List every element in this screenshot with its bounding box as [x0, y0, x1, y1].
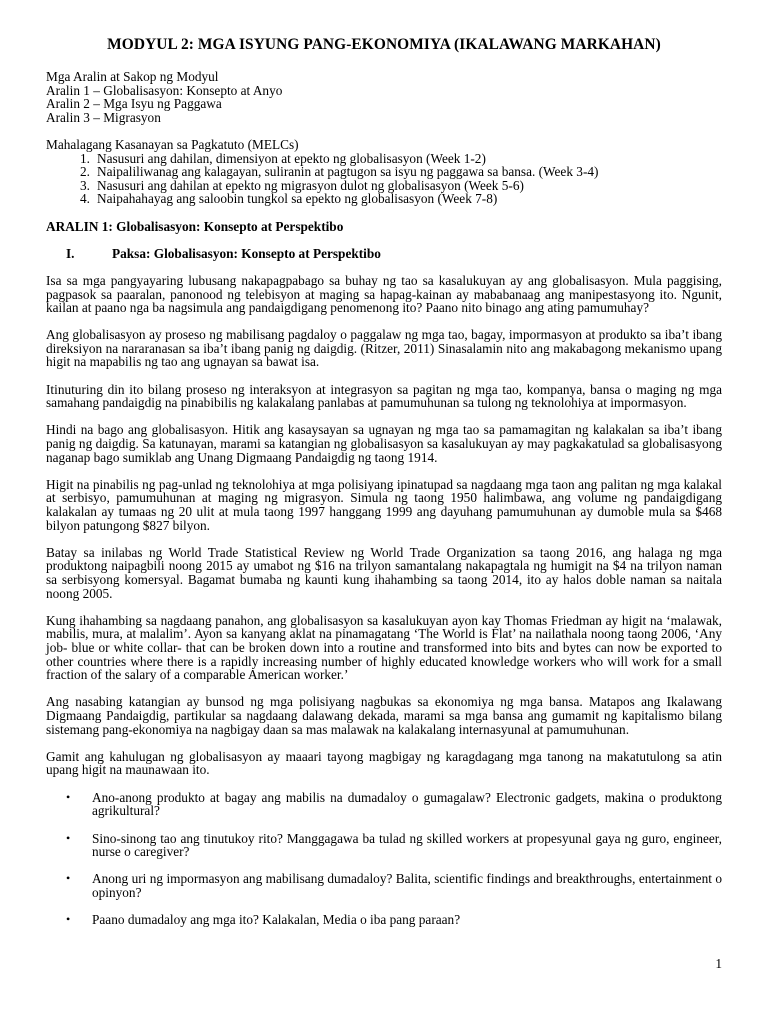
body-paragraph: Isa sa mga pangyayaring lubusang nakapagpabago sa buhay ng tao sa kasalukuyan ay ang globalisasyon. Mula paggising, pagpasok sa paaralan, panonood ng telebisyon at maging sa hapag-kainan ay mababanaag ang manipestasyong ito. Ngunit, kailan at paano nga ba nagsimula ang pandaigdigang penomenong ito? Paano nito binago ang ating pamumuhay?: [46, 272, 722, 316]
melcs-section: [46, 138, 722, 206]
body-paragraph: Gamit ang kahulugan ng globalisasyon ay maaari tayong magbigay ng karagdagang mga tanong na makatutulong sa atin upang higit na maunawaan ito.: [46, 748, 722, 778]
list-number: 2.: [80, 164, 90, 180]
topic-text: Paksa: Globalisasyon: Konsepto at Perspektibo: [112, 245, 381, 261]
lesson-heading: ARALIN 1: Globalisasyon: Konsepto at Perspektibo: [46, 218, 344, 234]
list-text: Nasusuri ang dahilan, dimensiyon at epekto ng globalisasyon (Week 1-2): [97, 150, 486, 166]
list-number: 1.: [80, 150, 90, 166]
page-number: 1: [715, 956, 722, 971]
list-text: Anong uri ng impormasyon ang mabilisang dumadaloy? Balita, scientific findings and breakthroughs, entertainment o opinyon?: [92, 871, 722, 901]
list-item: [46, 872, 722, 899]
list-item: [46, 791, 722, 818]
lesson-item: Aralin 2 – Mga Isyu ng Paggawa: [46, 96, 222, 112]
body-paragraph: Kung ihahambing sa nagdaang panahon, ang globalisasyon sa kasalukuyan ayon kay Thomas Friedman ay higit na ‘malawak, mabilis, mura, at malalim’. Ayon sa kanyang aklat na pinamagatang ‘The World is Flat’ na nailathala noong taong 2006, ‘Any job- blue or white collar- that can be broken down into a routine and transformed into bits and bytes can now be exported to other countries where there is a rapidly increasing number of highly educated knowledge workers who will work for a small fraction of the salary of a comparable American worker.’: [46, 612, 722, 683]
bullet-icon: •: [66, 830, 71, 845]
list-item: [46, 165, 722, 179]
body-paragraph: Batay sa inilabas ng World Trade Statistical Review ng World Trade Organization sa taong 2016, ang halaga ng mga produktong naipagbili noong 2015 ay umabot ng $16 na trilyon samantalang nakapagtala ng humigit na $4 na trilyon naman sa serbisyong komersyal. Bagamat bumaba ng kaunti kung ihahambing sa taong 2014, ito ay halos doble naman sa naitala noong 2005.: [46, 544, 722, 601]
melcs-heading: Mahalagang Kasanayan sa Pagkatuto (MELCs): [46, 136, 299, 152]
question-list: [46, 791, 722, 927]
list-number: 3.: [80, 177, 90, 193]
module-title: MODYUL 2: MGA ISYUNG PANG-EKONOMIYA (IKALAWANG MARKAHAN): [107, 36, 661, 53]
document-page: [46, 36, 722, 940]
body-paragraph: Ang nasabing katangian ay bunsod ng mga polisiyang nagbukas sa ekonomiya ng mga bansa. Matapos ang Ikalawang Digmaang Pandaigdig, partikular sa nagdaang dalawang dekada, marami sa mga bansa ang gumamit ng kapitalismo bilang sistemang pang-ekonomiya na nagbigay daan sa mas malawak na kalakalang internasyunal at pamumuhunan.: [46, 694, 722, 737]
scope-section: [46, 70, 722, 124]
body-paragraph: Ang globalisasyon ay proseso ng mabilisang pagdaloy o paggalaw ng mga tao, bagay, impormasyon at produkto sa iba’t ibang direksiyon na nararanasan sa iba’t ibang panig ng daigdig. (Ritzer, 2011) Sinasalamin nito ang makabagong mekanismo upang higit na mapabilis ng tao ang ugnayan sa bawat isa.: [46, 327, 722, 370]
list-number: 4.: [80, 191, 90, 207]
list-text: Nasusuri ang dahilan at epekto ng migrasyon dulot ng globalisasyon (Week 5-6): [97, 177, 524, 193]
list-text: Naipaliliwanag ang kalagayan, suliranin at pagtugon sa isyu ng paggawa sa bansa. (Week 3-4): [97, 164, 599, 180]
lesson-item: Aralin 3 – Migrasyon: [46, 109, 161, 125]
body-paragraph: Itinuturing din ito bilang proseso ng interaksyon at integrasyon sa pagitan ng mga tao, kompanya, bansa o maging ng mga samahang pandaigdig na pinabibilis ng kalakalang panlabas at pamumuhunan sa tulong ng teknolohiya at impormasyon.: [46, 381, 722, 411]
list-item: [46, 179, 722, 193]
list-text: Paano dumadaloy ang mga ito? Kalakalan, Media o iba pang paraan?: [92, 912, 461, 928]
list-item: [46, 192, 722, 206]
topic-numeral: I.: [66, 245, 75, 261]
bullet-icon: •: [66, 789, 71, 804]
scope-heading: Mga Aralin at Sakop ng Modyul: [46, 69, 219, 84]
melcs-list: [46, 152, 722, 206]
list-item: [46, 913, 722, 927]
lesson-item: Aralin 1 – Globalisasyon: Konsepto at Anyo: [46, 82, 283, 98]
list-item: [46, 152, 722, 166]
bullet-icon: •: [66, 871, 71, 886]
body-paragraph: Higit na pinabilis ng pag-unlad ng teknolohiya at mga polisiyang ipinatupad sa nagdaang mga taon ang palitan ng mga kalakal at serbisyo, pamumuhunan at maging ng migrasyon. Simula ng taong 1950 halimbawa, ang volume ng pandaigdigang kalakalan ay tumaas ng 20 ulit at mula taong 1997 hanggang 1999 ang dayuhang pamumuhunan ay dumoble mula sa $468 bilyon patungong $827 bilyon.: [46, 476, 722, 533]
body-paragraph: Hindi na bago ang globalisasyon. Hitik ang kasaysayan sa ugnayan ng mga tao sa pamamagitan ng kalakalan sa iba’t ibang panig ng daigdig. Sa katunayan, marami sa katangian ng globalisasyon sa kasalukuyan ay may pagkakatulad sa globalisasyong naganap bago sumiklab ang Unang Digmaang Pandaigdig ng taong 1914.: [46, 422, 722, 465]
list-text: Ano-anong produkto at bagay ang mabilis na dumadaloy o gumagalaw? Electronic gadgets, makina o produktong agrikultural?: [92, 789, 722, 819]
list-text: Sino-sinong tao ang tinutukoy rito? Manggagawa ba tulad ng skilled workers at propesyunal gaya ng guro, engineer, nurse o caregiver?: [92, 830, 722, 860]
list-item: [46, 832, 722, 859]
bullet-icon: •: [66, 912, 71, 927]
list-text: Naipahahayag ang saloobin tungkol sa epekto ng globalisasyon (Week 7-8): [97, 191, 498, 207]
topic-heading: [46, 247, 722, 261]
